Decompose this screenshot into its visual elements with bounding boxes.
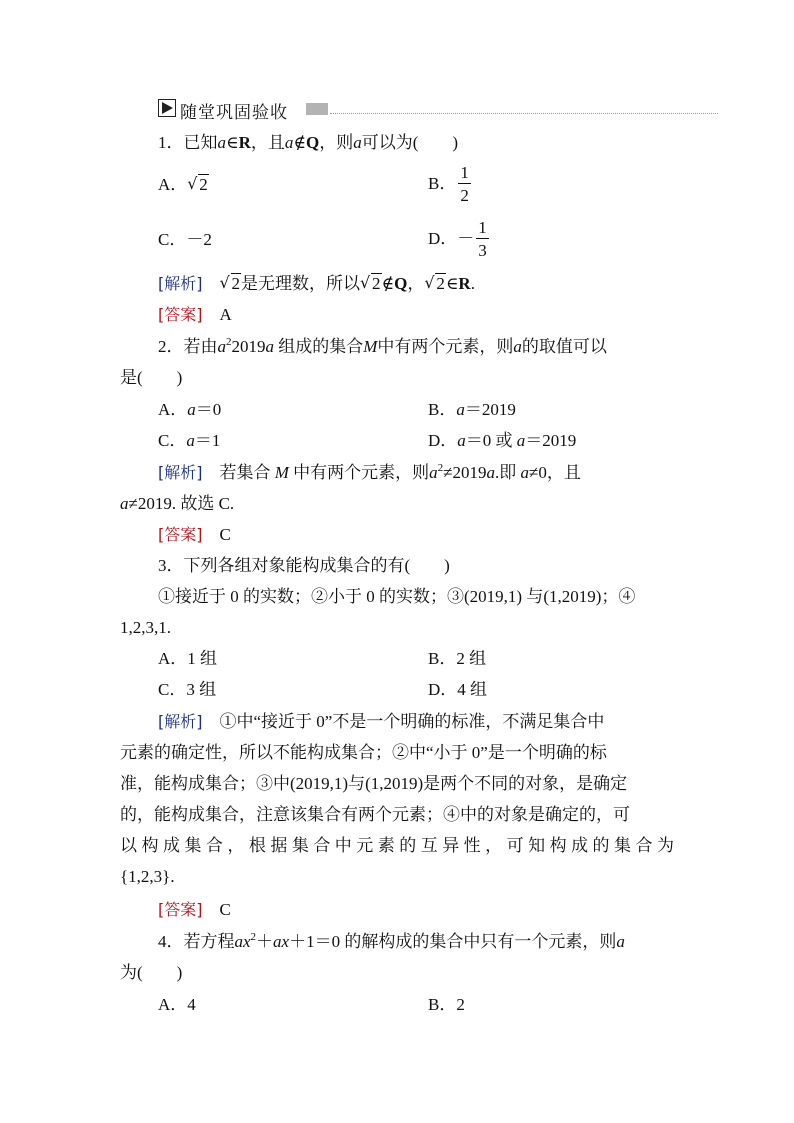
q3-items-line2: 1,2,3,1. xyxy=(120,618,171,637)
q4-stem: 4．若方程$ax^2+ax+1=0$ 的解构成的集合中只有一个元素，则a xyxy=(158,931,625,951)
q1-analysis: [解析] √ 2是无理数，所以√ 2∉Q，√ 2∈R. xyxy=(158,273,475,295)
q2-analysis: [解析] 若集合 M 中有两个元素，则$a^2\ne 2019a$.即 a≠0，且 xyxy=(158,462,581,482)
q2-option-c: C．a＝1 xyxy=(158,431,221,450)
header-dotted-rule xyxy=(330,113,718,114)
q1-option-d: D．－ $\frac{1}{3}$ xyxy=(428,218,487,260)
q4-option-b: B．2 xyxy=(428,995,465,1014)
q3-option-b: B．2 组 xyxy=(428,649,487,668)
q1-option-c: C．－2 xyxy=(158,230,212,249)
q4-option-a: A．4 xyxy=(158,995,196,1014)
q3-stem: 3．下列各组对象能构成集合的有( ) xyxy=(158,556,450,575)
q1-option-b: B． $\frac{1}{2}$ xyxy=(428,163,469,205)
q1-option-a: A．√ 2 xyxy=(158,174,209,196)
q3-answer: [答案] C xyxy=(158,900,231,919)
section-title: 随堂巩固验收 xyxy=(180,103,288,123)
q3-analysis-line2: 元素的确定性，所以不能构成集合；②中“小于 0”是一个明确的标 xyxy=(120,743,607,762)
q3-analysis-line5: 以构成集合，根据集合中元素的互异性，可知构成的集合为 xyxy=(120,836,674,855)
answer-tag: [答案] xyxy=(158,900,203,919)
q3-items: ①接近于 0 的实数；②小于 0 的实数；③(2019,1) 与(1,2019)；④ xyxy=(158,587,636,606)
q4-stem-line2: 为( ) xyxy=(120,963,183,982)
q2-option-a: A．a＝0 xyxy=(158,400,222,419)
q3-analysis-line6: {1,2,3}. xyxy=(120,867,175,886)
section-header xyxy=(158,98,718,123)
q3-analysis: [解析] ①中“接近于 0”不是一个明确的标准，不满足集合中 xyxy=(158,712,605,731)
analysis-tag: [解析] xyxy=(158,274,203,293)
analysis-tag: [解析] xyxy=(158,463,203,482)
answer-tag: [答案] xyxy=(158,305,203,324)
q3-analysis-line3: 准，能构成集合；③中(2019,1)与(1,2019)是两个不同的对象，是确定 xyxy=(120,774,628,793)
q2-analysis-line2: a≠2019. 故选 C. xyxy=(120,494,235,513)
fraction: $\frac{1}{2}$ xyxy=(460,163,469,205)
q3-option-c: C．3 组 xyxy=(158,680,217,699)
header-decoration-block xyxy=(306,103,328,115)
q2-answer: [答案] C xyxy=(158,525,231,544)
analysis-tag: [解析] xyxy=(158,712,203,731)
q3-option-d: D．4 组 xyxy=(428,680,488,699)
q2-option-d: D．a＝0 或 a＝2019 xyxy=(428,431,577,450)
q3-option-a: A．1 组 xyxy=(158,649,218,668)
q2-stem-line2: 是( ) xyxy=(120,368,183,387)
q1-answer: [答案] A xyxy=(158,305,232,324)
q3-analysis-line4: 的，能构成集合，注意该集合有两个元素；④中的对象是确定的，可 xyxy=(120,805,630,824)
play-arrow-icon xyxy=(158,99,176,117)
fraction: $\frac{1}{3}$ xyxy=(478,218,487,260)
q1-stem: 1．已知a∈R，且a∉Q，则a可以为( ) xyxy=(158,133,459,152)
q2-stem: 2．若由$a^22019a$ 组成的集合M中有两个元素，则a的取值可以 xyxy=(158,336,607,356)
answer-tag: [答案] xyxy=(158,525,203,544)
sqrt-symbol: √ 2 xyxy=(187,174,209,196)
q2-option-b: B．a＝2019 xyxy=(428,400,516,419)
